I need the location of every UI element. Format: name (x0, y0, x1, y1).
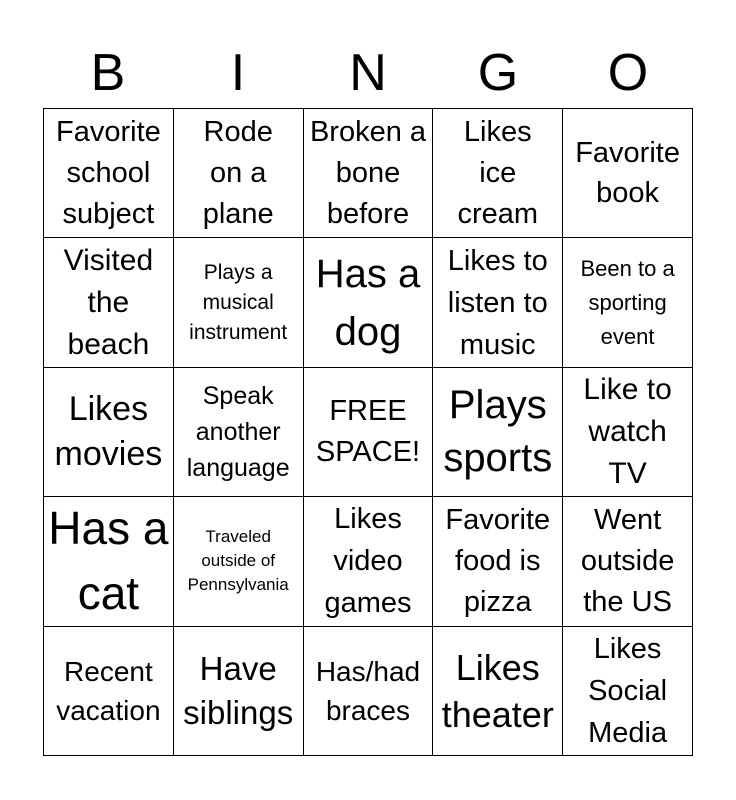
bingo-cell (433, 238, 563, 367)
cell-text: Been to a sporting event (580, 255, 675, 349)
bingo-cell (44, 497, 174, 626)
cell-text: Visited the beach (63, 243, 154, 361)
cell-text: FREE SPACE! (315, 394, 421, 468)
cell-text: Rode on a plane (202, 115, 274, 230)
header-letter-o: O (607, 44, 649, 102)
bingo-cell (433, 368, 563, 497)
cell-text: Likes theater (441, 646, 554, 735)
cell-text: Likes Social Media (588, 632, 668, 749)
cell-text: Plays sports (443, 382, 553, 480)
bingo-cell (174, 368, 304, 497)
cell-text: Likes video games (324, 503, 412, 620)
bingo-cell (174, 238, 304, 367)
header-letter-i: I (230, 44, 246, 102)
bingo-cell (563, 368, 693, 497)
bingo-cell (174, 109, 304, 238)
bingo-cell (304, 497, 434, 626)
cell-text: Recent vacation (56, 655, 161, 726)
cell-text: Traveled outside of Pennsylvania (187, 527, 289, 595)
bingo-cell (433, 497, 563, 626)
cell-text: Likes ice cream (457, 115, 539, 230)
bingo-cell (44, 238, 174, 367)
cell-text: Like to watch TV (583, 373, 672, 490)
bingo-cell (563, 238, 693, 367)
header-letter-g: G (477, 44, 519, 102)
cell-text: Broken a bone before (309, 115, 427, 230)
cell-text: Plays a musical instrument (189, 260, 288, 344)
cell-text: Likes movies (54, 389, 163, 473)
bingo-cell (304, 238, 434, 367)
bingo-board (43, 108, 693, 756)
bingo-cell (304, 109, 434, 238)
cell-text: Has/had braces (315, 655, 421, 726)
bingo-cell (304, 627, 434, 756)
header-letter-b: B (90, 44, 126, 102)
cell-text: Have siblings (183, 649, 294, 731)
bingo-cell (563, 497, 693, 626)
bingo-cell (44, 368, 174, 497)
bingo-cell (433, 627, 563, 756)
cell-text: Went outside the US (580, 503, 675, 618)
bingo-cell (563, 627, 693, 756)
cell-text: Favorite food is pizza (445, 503, 551, 618)
bingo-cell (304, 368, 434, 497)
bingo-cell (433, 109, 563, 238)
cell-text: Has a dog (315, 251, 421, 354)
cell-text: Favorite school subject (56, 115, 161, 230)
cell-text: Likes to listen to music (447, 244, 548, 361)
cell-text: Favorite book (575, 137, 680, 210)
cell-text: Has a cat (48, 502, 169, 620)
bingo-cell (174, 627, 304, 756)
bingo-cell (44, 627, 174, 756)
cell-text: Speak another language (186, 381, 290, 482)
header-letter-n: N (349, 44, 387, 102)
bingo-cell (563, 109, 693, 238)
bingo-cell (44, 109, 174, 238)
bingo-cell (174, 497, 304, 626)
bingo-header (43, 42, 693, 104)
